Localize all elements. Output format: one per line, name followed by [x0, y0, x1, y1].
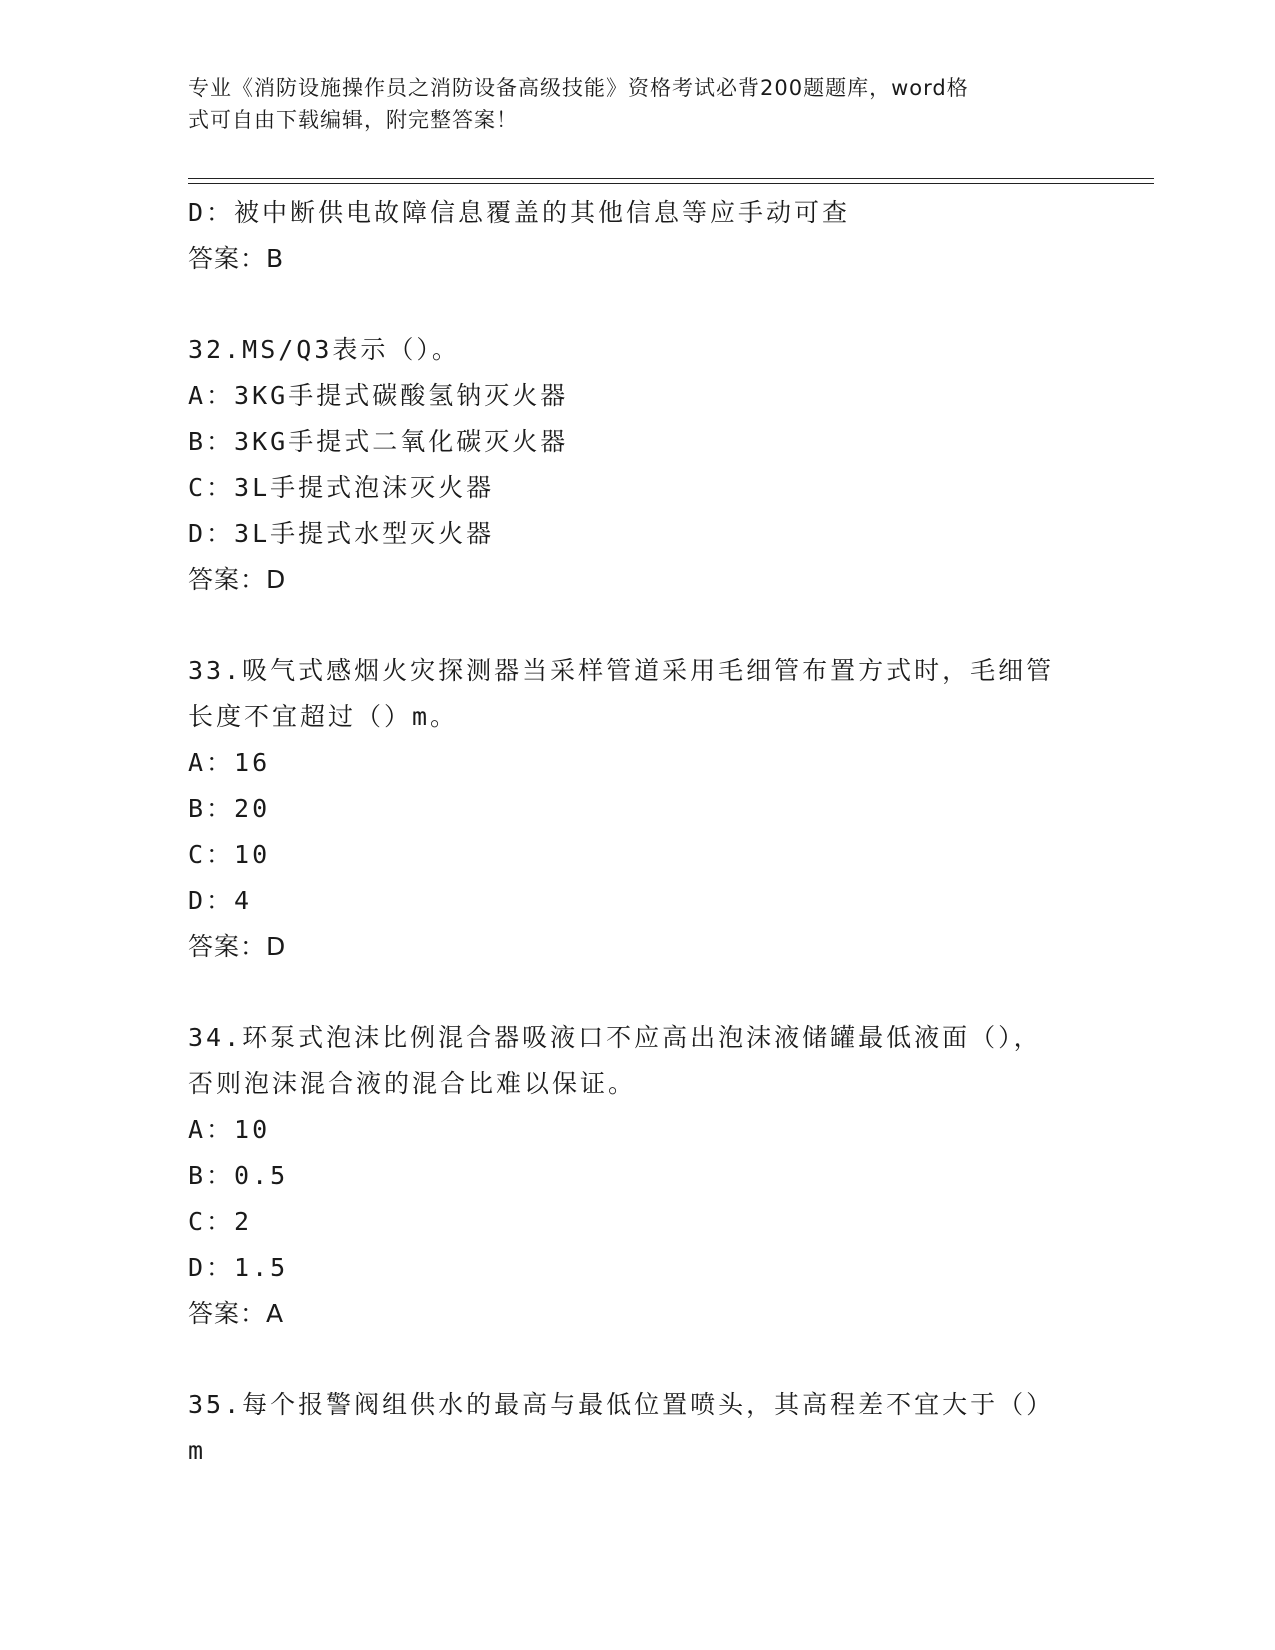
question-33 — [188, 648, 1088, 970]
option-a: A：10 — [188, 1115, 271, 1144]
answer: 答案：A — [188, 1299, 285, 1328]
option-a: A：16 — [188, 748, 271, 777]
header-line-1: 专业《消防设施操作员之消防设备高级技能》资格考试必背200题题库，word格 — [188, 76, 969, 100]
option-c: C：10 — [188, 840, 271, 869]
header-divider-top — [188, 178, 1154, 179]
question-31-tail — [188, 190, 1088, 282]
header-divider-bottom — [188, 183, 1154, 184]
answer: 答案：D — [188, 932, 287, 961]
question-list — [188, 190, 1088, 1474]
question-stem-line-2: m — [188, 1436, 207, 1465]
option-d: D：4 — [188, 886, 253, 915]
question-stem-line-1: 34.环泵式泡沫比例混合器吸液口不应高出泡沫液储罐最低液面（）， — [188, 1023, 1042, 1052]
option-b: B：0.5 — [188, 1161, 289, 1190]
question-stem-line-1: 35.每个报警阀组供水的最高与最低位置喷头，其高程差不宜大于（） — [188, 1390, 1055, 1419]
answer: 答案：D — [188, 565, 287, 594]
option-a: A：3KG手提式碳酸氢钠灭火器 — [188, 381, 569, 410]
question-stem-line-1: 33.吸气式感烟火灾探测器当采样管道采用毛细管布置方式时，毛细管 — [188, 656, 1055, 685]
option-b: B：3KG手提式二氧化碳灭火器 — [188, 427, 569, 456]
question-stem-line-2: 长度不宜超过（）m。 — [188, 702, 459, 731]
question-32 — [188, 327, 1088, 603]
question-stem-line-2: 否则泡沫混合液的混合比难以保证。 — [188, 1069, 637, 1098]
header-line-2: 式可自由下载编辑，附完整答案！ — [188, 108, 518, 132]
option-b: B：20 — [188, 794, 271, 823]
option-c: C：3L手提式泡沫灭火器 — [188, 473, 495, 502]
document-header — [188, 72, 1068, 136]
option-d: D：被中断供电故障信息覆盖的其他信息等应手动可查 — [188, 198, 851, 227]
option-c: C：2 — [188, 1207, 253, 1236]
option-d: D：3L手提式水型灭火器 — [188, 519, 495, 548]
option-d: D：1.5 — [188, 1253, 289, 1282]
question-stem: 32.MS/Q3表示（）。 — [188, 335, 460, 364]
answer: 答案：B — [188, 244, 285, 273]
question-35 — [188, 1382, 1088, 1474]
question-34 — [188, 1015, 1088, 1337]
